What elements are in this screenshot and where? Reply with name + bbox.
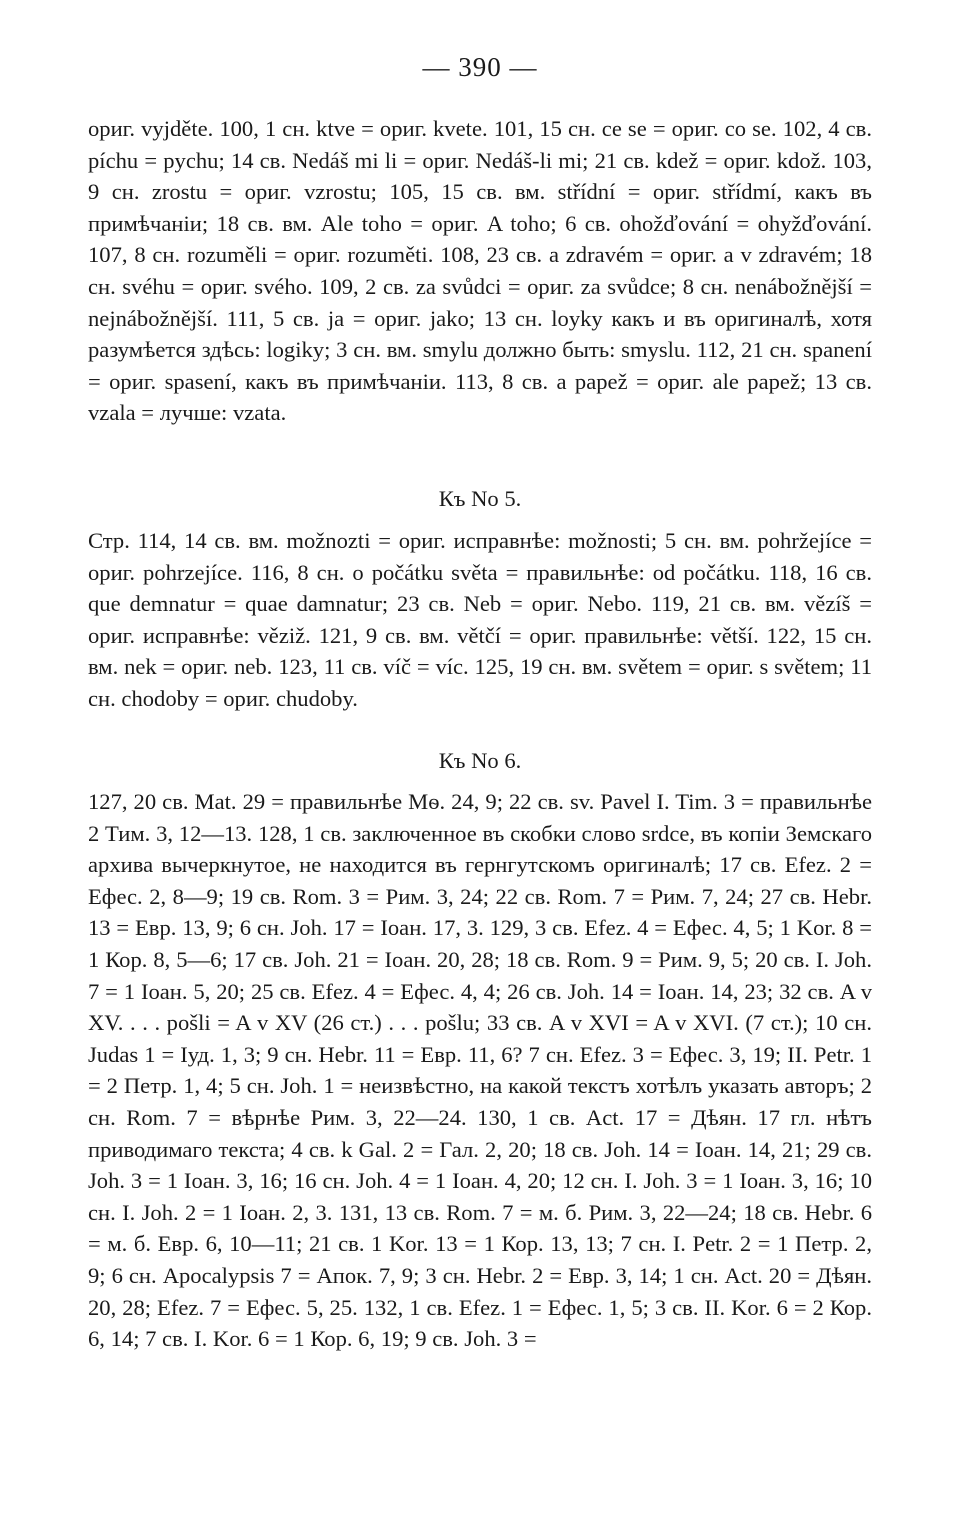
section-heading-no6: Къ No 6. xyxy=(438,748,522,773)
document-page xyxy=(88,0,872,1519)
section-heading-no5: Къ No 5. xyxy=(438,486,522,511)
errata-paragraph-1: ориг. vyjděte. 100, 1 сн. ktve = ориг. kvete. 101, 15 сн. ce se = ориг. co se. 102, 4 св. píchu = pychu; 14 св. Nedáš mi li = ориг. Nedáš-li mi; 21 св. kdež = ориг. kdož. 103, 9 сн. zrostu = ориг. vzrostu; 105, 15 св. вм. střídní = ориг. střídmí, какъ въ примѣчаніи; 18 св. вм. Ale toho = ориг. A toho; 6 св. ohožďování = ohyžďování. 107, 8 сн. rozuměli = ориг. rozuměti. 108, 23 св. a zdravém = ориг. a v zdravém; 18 сн. svéhu = ориг. svého. 109, 2 св. za svůdci = ориг. za svůdce; 8 сн. nenábožnější = nejnábožnější. 111, 5 св. ja = ориг. jako; 13 сн. loyky какъ и въ оригиналѣ, хотя разумѣется здѣсь: logiky; 3 сн. вм. smylu должно быть: smyslu. 112, 21 сн. spanení = ориг. spasení, какъ въ примѣчаніи. 113, 8 св. a papež = ориг. ale papež; 13 св. vzala = лучше: vzata. xyxy=(88,116,872,426)
errata-paragraph-2: Стр. 114, 14 св. вм. možnozti = ориг. исправнѣе: možnosti; 5 сн. вм. pohržejíce = ориг. pohrzejíce. 116, 8 сн. o počátku světa = правильнѣе: od počátku. 118, 16 св. que demnatur = quae damnatur; 23 св. Neb = ориг. Nebo. 119, 21 св. вм. vězíš = ориг. исправнѣе: věziž. 121, 9 св. вм. větčí = ориг. правильнѣе: větší. 122, 15 сн. вм. nek = ориг. neb. 123, 11 св. víč = víc. 125, 19 сн. вм. světem = ориг. s světem; 11 сн. chodoby = ориг. chudoby. xyxy=(88,528,872,711)
errata-paragraph-3: 127, 20 св. Mat. 29 = правильнѣе Мѳ. 24, 9; 22 св. sv. Pavel I. Tim. 3 = правильнѣе 2 Тим. 3, 12—13. 128, 1 св. заключенное въ скобки слово srdce, въ копіи Земскаго архива вычеркнутое, не находится въ гернгутскомъ оригиналѣ; 17 св. Efez. 2 = Ефес. 2, 8—9; 19 св. Rom. 3 = Рим. 3, 24; 22 св. Rom. 7 = Рим. 7, 24; 27 св. Hebr. 13 = Евр. 13, 9; 6 сн. Joh. 17 = Іоан. 17, 3. 129, 3 св. Efez. 4 = Ефес. 4, 5; 1 Kor. 8 = 1 Кор. 8, 5—6; 17 св. Joh. 21 = Іоан. 20, 28; 18 св. Rom. 9 = Рим. 9, 5; 20 св. I. Joh. 7 = 1 Іоан. 5, 20; 25 св. Efez. 4 = Ефес. 4, 4; 26 св. Joh. 14 = Іоан. 14, 23; 32 св. A v XV. . . . pošli = A v XV (26 ст.) . . . pošlu; 33 св. A v XVI = A v XVI. (7 ст.); 10 сн. Judas 1 = Іуд. 1, 3; 9 сн. Hebr. 11 = Евр. 11, 6? 7 сн. Efez. 3 = Ефес. 3, 19; II. Petr. 1 = 2 Петр. 1, 4; 5 сн. Joh. 1 = неизвѣстно, на какой текстъ хотѣлъ указать авторъ; 2 сн. Rom. 7 = вѣрнѣе Рим. 3, 22—24. 130, 1 св. Act. 17 = Дѣян. 17 гл. нѣтъ приводимаго текста; 4 св. k Gal. 2 = Гал. 2, 20; 18 св. Joh. 14 = Іоан. 14, 21; 29 св. Joh. 3 = 1 Іоан. 3, 16; 16 сн. Joh. 4 = 1 Іоан. 4, 20; 12 сн. I. Joh. 3 = 1 Іоан. 3, 16; 10 сн. I. Joh. 2 = 1 Іоан. 2, 3. 131, 13 св. Rom. 7 = м. б. Рим. 3, 22—24; 18 св. Hebr. 6 = м. б. Евр. 6, 10—11; 21 св. 1 Kor. 13 = 1 Кор. 13, 13; 7 сн. I. Petr. 2 = 1 Петр. 2, 9; 6 сн. Apocalypsis 7 = Апок. 7, 9; 3 сн. Hebr. 2 = Евр. 3, 14; 1 сн. Act. 20 = Дѣян. 20, 28; Efez. 7 = Ефес. 5, 25. 132, 1 св. Efez. 1 = Ефес. 1, 5; 3 св. II. Kor. 6 = 2 Кор. 6, 14; 7 св. I. Kor. 6 = 1 Кор. 6, 19; 9 св. Joh. 3 = xyxy=(88,789,872,1352)
page-number: — 390 — xyxy=(422,52,538,82)
